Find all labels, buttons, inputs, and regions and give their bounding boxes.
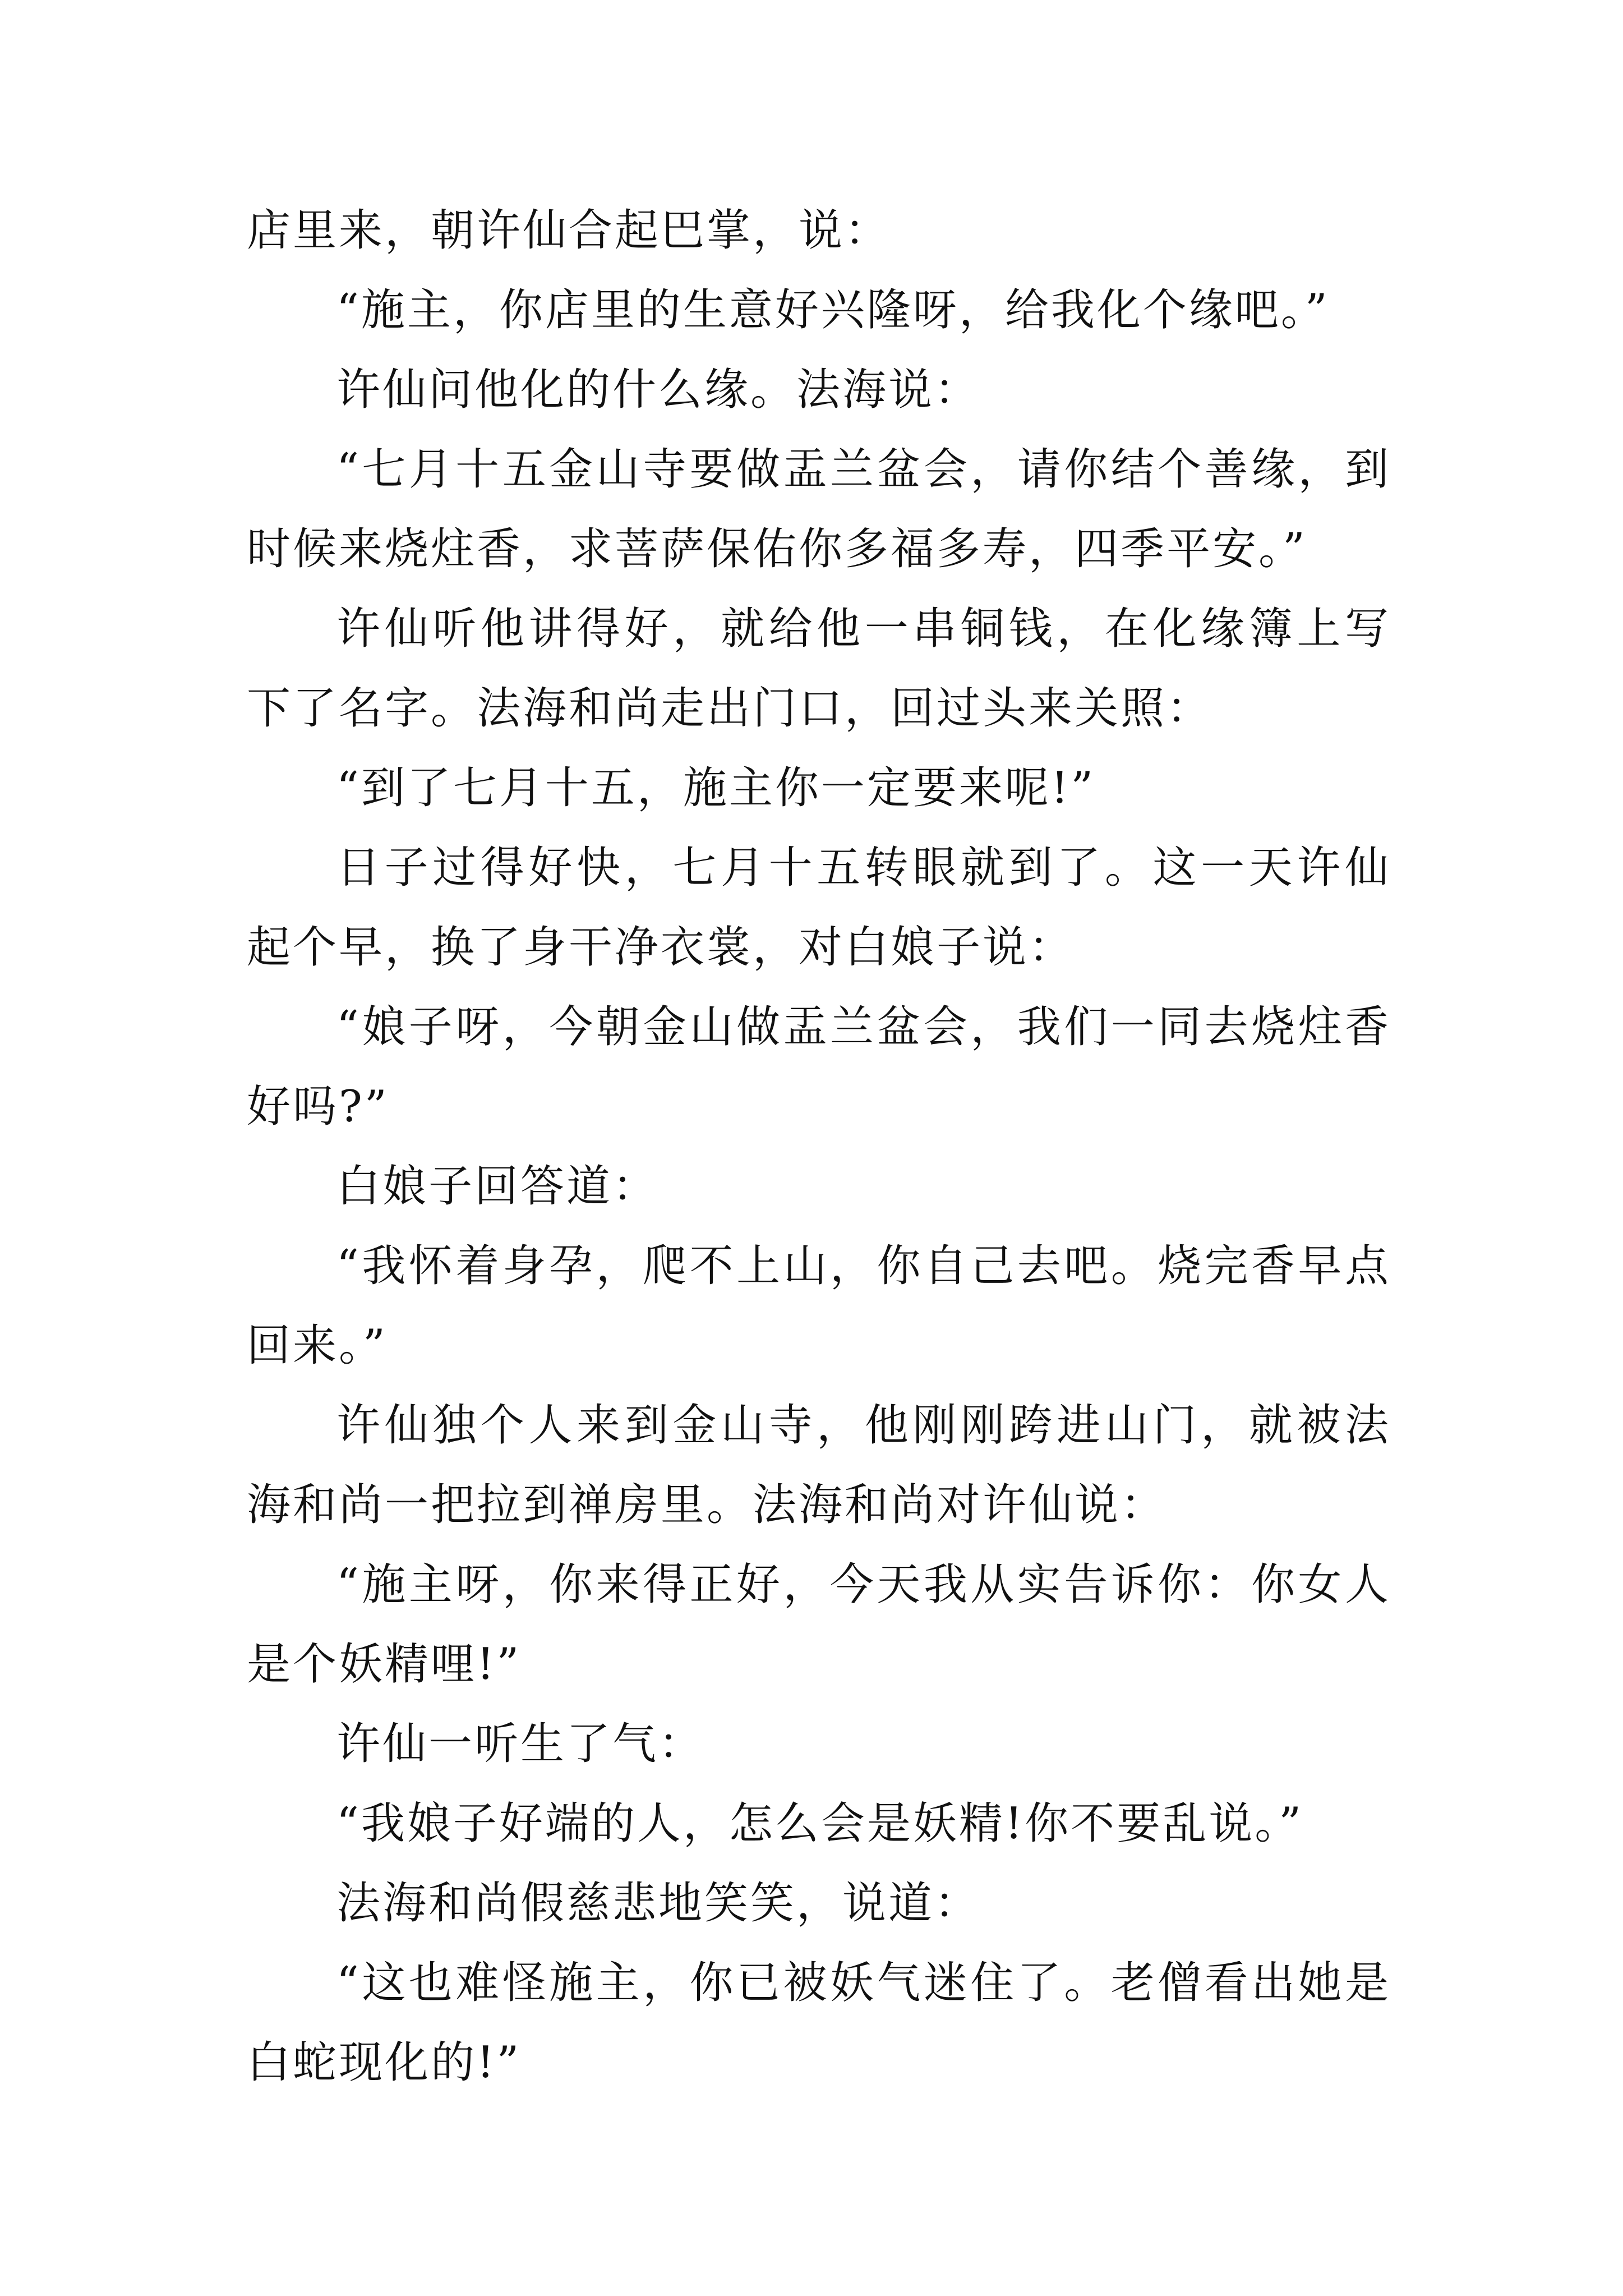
paragraph: “施主呀，你来得正好，今天我从实告诉你：你女人是个妖精哩!” — [247, 1559, 1391, 1690]
paragraph: 法海和尚假慈悲地笑笑，说道： — [336, 1878, 981, 1929]
paragraph: “到了七月十五，施主你一定要来呢!” — [336, 763, 1096, 813]
paragraph: 许仙独个人来到金山寺，他刚刚跨进山门，就被法海和尚一把拉到禅房里。法海和尚对许仙说： — [247, 1400, 1391, 1530]
paragraph: “这也难怪施主，你已被妖气迷住了。老僧看出她是白蛇现化的!” — [247, 1958, 1391, 2088]
paragraph: “七月十五金山寺要做盂兰盆会，请你结个善缘，到时候来烧炷香，求菩萨保佑你多福多寿，四季平安。” — [247, 444, 1391, 574]
paragraph: “我娘子好端的人，怎么会是妖精!你不要乱说。” — [336, 1798, 1304, 1849]
paragraph: “施主，你店里的生意好兴隆呀，给我化个缘吧。” — [336, 285, 1330, 335]
paragraph: “娘子呀，今朝金山做盂兰盆会，我们一同去烧炷香好吗?” — [247, 1002, 1391, 1132]
paragraph: 店里来，朝许仙合起巴掌，说： — [247, 205, 891, 256]
body-text — [247, 191, 1391, 2102]
paragraph: 许仙一听生了气： — [336, 1719, 705, 1769]
paragraph: “我怀着身孕，爬不上山，你自己去吧。烧完香早点回来。” — [247, 1241, 1391, 1371]
paragraph: 日子过得好快，七月十五转眼就到了。这一天许仙起个早，换了身干净衣裳，对白娘子说： — [247, 843, 1391, 973]
paragraph: 许仙听他讲得好，就给他一串铜钱，在化缘簿上写下了名字。法海和尚走出门口，回过头来关照： — [247, 604, 1391, 734]
paragraph: 白娘子回答道： — [336, 1161, 659, 1212]
paragraph: 许仙问他化的什么缘。法海说： — [336, 365, 981, 415]
